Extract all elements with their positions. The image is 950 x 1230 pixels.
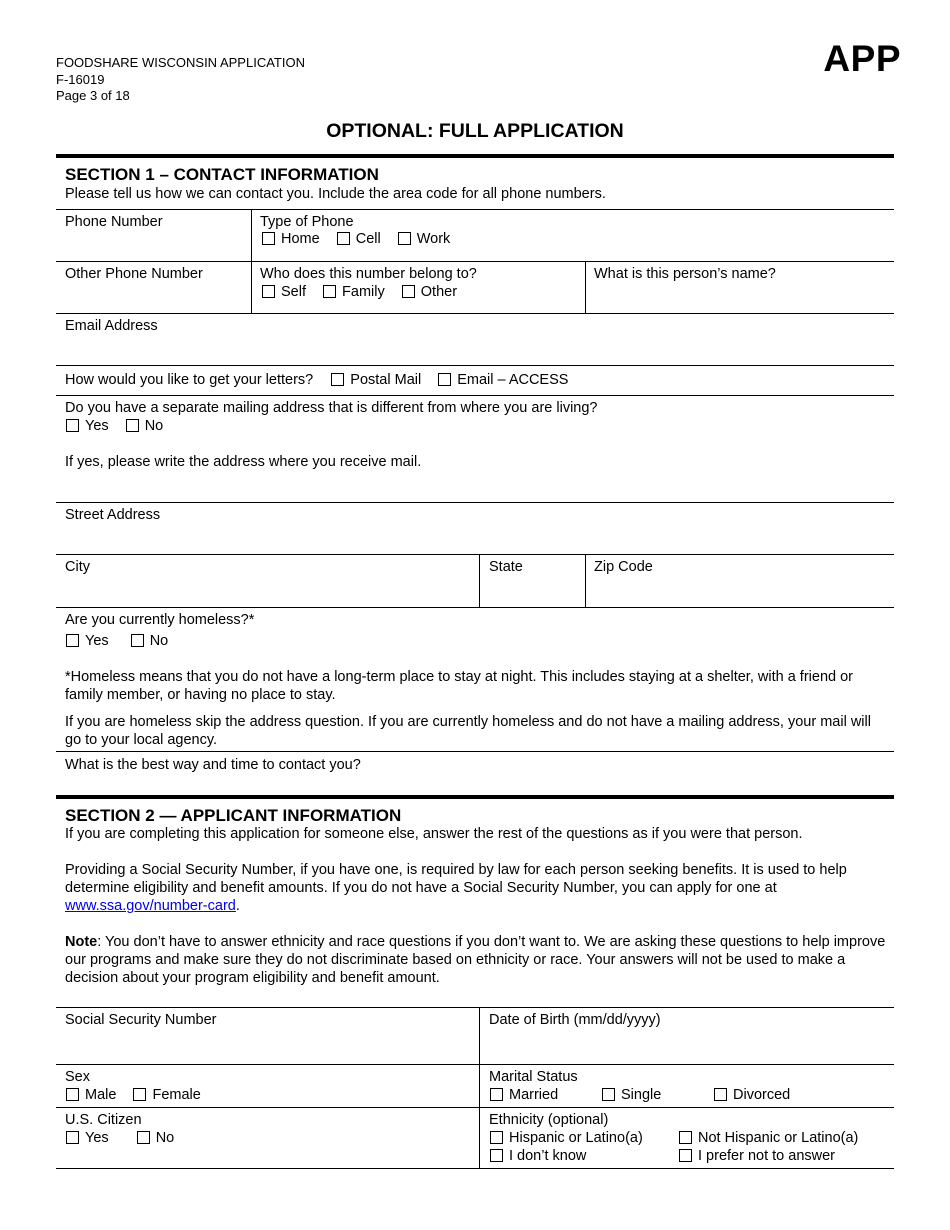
mailing-options [66,418,176,434]
letters-postal-mail[interactable]: Postal Mail [331,372,421,388]
marital-single[interactable]: Single [602,1087,661,1103]
citizen-label: U.S. Citizen [65,1112,142,1128]
email-label: Email Address [65,318,158,334]
section1-heading: SECTION 1 – CONTACT INFORMATION [65,165,379,184]
checkbox[interactable] [323,285,336,298]
section-rule [56,154,894,158]
type-of-phone-label: Type of Phone [260,214,354,230]
divider [585,261,586,313]
checkbox[interactable] [679,1149,692,1162]
ssn-label: Social Security Number [65,1012,217,1028]
divider [56,1007,894,1008]
divider [56,502,894,503]
checkbox[interactable] [490,1149,503,1162]
checkbox[interactable] [66,1088,79,1101]
belong-label: Who does this number belong to? [260,266,477,282]
checkbox[interactable] [133,1088,146,1101]
mailing-no[interactable]: No [126,418,164,434]
marital-married[interactable]: Married [490,1087,558,1103]
sex-female[interactable]: Female [133,1087,200,1103]
note-paragraph: Note: You don’t have to answer ethnicity and race questions if you don’t want to. We are asking these questions to help improve our programs and make sure they do not discriminate based on ethnicity or race. Your answers will not be used to make a decision about your program eligibility and benefit amount. [65,934,886,986]
phone-type-options [262,231,463,247]
checkbox[interactable] [438,373,451,386]
sex-options [66,1087,214,1103]
belong-family[interactable]: Family [323,284,385,300]
checkbox[interactable] [679,1131,692,1144]
other-phone-label: Other Phone Number [65,266,203,282]
divider [56,554,894,555]
citizen-yes[interactable]: Yes [66,1130,109,1146]
checkbox[interactable] [262,285,275,298]
sex-male[interactable]: Male [66,1087,116,1103]
phone-number-label: Phone Number [65,214,163,230]
divider [56,607,894,608]
ethnicity-prefer-not[interactable]: I prefer not to answer [679,1148,835,1164]
marital-label: Marital Status [489,1069,578,1085]
mailing-question: Do you have a separate mailing address that is different from where you are living? [65,400,598,416]
section2-intro: If you are completing this application for someone else, answer the rest of the questions as if you were that person. [65,826,803,842]
divider [56,1107,894,1108]
note-label: Note [65,934,98,950]
checkbox[interactable] [126,419,139,432]
citizen-options [66,1130,187,1146]
citizen-no[interactable]: No [137,1130,175,1146]
city-label: City [65,559,90,575]
belong-options [262,284,470,300]
belong-self[interactable]: Self [262,284,306,300]
homeless-skip: If you are homeless skip the address question. If you are currently homeless and do not have a mailing address, your mail will go to your local agency. [65,714,871,748]
checkbox[interactable] [262,232,275,245]
state-label: State [489,559,523,575]
divider [56,365,894,366]
person-name-label: What is this person’s name? [594,266,776,282]
section1-intro: Please tell us how we can contact you. Include the area code for all phone numbers. [65,186,606,202]
phone-type-work[interactable]: Work [398,231,451,247]
form-number: F-16019 [56,71,105,87]
street-label: Street Address [65,507,161,523]
ssa-link[interactable]: www.ssa.gov/number-card [65,898,236,914]
checkbox[interactable] [66,419,79,432]
divider [56,751,894,752]
page-title: OPTIONAL: FULL APPLICATION [326,120,624,142]
divider [56,1064,894,1065]
dob-label: Date of Birth (mm/dd/yyyy) [489,1012,661,1028]
phone-type-cell[interactable]: Cell [337,231,381,247]
belong-other[interactable]: Other [402,284,457,300]
divider [479,554,480,607]
homeless-yes[interactable]: Yes [66,633,109,649]
checkbox[interactable] [398,232,411,245]
letters-question: How would you like to get your letters? [65,372,314,388]
best-way-label: What is the best way and time to contact you? [65,757,361,773]
homeless-question: Are you currently homeless?* [65,612,255,628]
divider [56,261,894,262]
app-badge: APP [823,38,901,79]
page-number: Page 3 of 18 [56,88,130,103]
marital-divorced[interactable]: Divorced [714,1087,790,1103]
checkbox[interactable] [714,1088,727,1101]
homeless-options [66,633,181,649]
form-header [56,55,305,105]
checkbox[interactable] [402,285,415,298]
ethnicity-hispanic[interactable]: Hispanic or Latino(a) [490,1130,643,1146]
section-rule [56,795,894,799]
divider [56,209,894,210]
ethnicity-label: Ethnicity (optional) [489,1112,609,1128]
checkbox[interactable] [337,232,350,245]
checkbox[interactable] [66,1131,79,1144]
zip-label: Zip Code [594,559,653,575]
form-name: FOODSHARE WISCONSIN APPLICATION [56,55,305,70]
phone-type-home[interactable]: Home [262,231,320,247]
ssn-paragraph: Providing a Social Security Number, if you have one, is required by law for each person seeking benefits. It is used to help determine eligibility and benefit amounts. If you do not have a Social Security Number, you can apply for one at www.ssa.gov/number-card. [65,862,847,914]
checkbox[interactable] [490,1131,503,1144]
divider [479,1007,480,1168]
checkbox[interactable] [131,634,144,647]
letters-row [65,372,581,388]
checkbox[interactable] [331,373,344,386]
checkbox[interactable] [66,634,79,647]
sex-label: Sex [65,1069,90,1085]
section2-heading: SECTION 2 — APPLICANT INFORMATION [65,806,402,825]
homeless-note: *Homeless means that you do not have a long-term place to stay at night. This includes staying at a shelter, with a friend or family member, or having no place to stay. [65,669,853,703]
mailing-yes[interactable]: Yes [66,418,109,434]
divider [56,395,894,396]
ethnicity-dont-know[interactable]: I don’t know [490,1148,586,1164]
divider [56,313,894,314]
ethnicity-not-hispanic[interactable]: Not Hispanic or Latino(a) [679,1130,858,1146]
divider [56,1168,894,1169]
checkbox[interactable] [602,1088,615,1101]
mailing-followup: If yes, please write the address where you receive mail. [65,454,422,470]
checkbox[interactable] [490,1088,503,1101]
letters-email-access[interactable]: Email – ACCESS [438,372,568,388]
divider [585,554,586,607]
checkbox[interactable] [137,1131,150,1144]
homeless-no[interactable]: No [131,633,169,649]
